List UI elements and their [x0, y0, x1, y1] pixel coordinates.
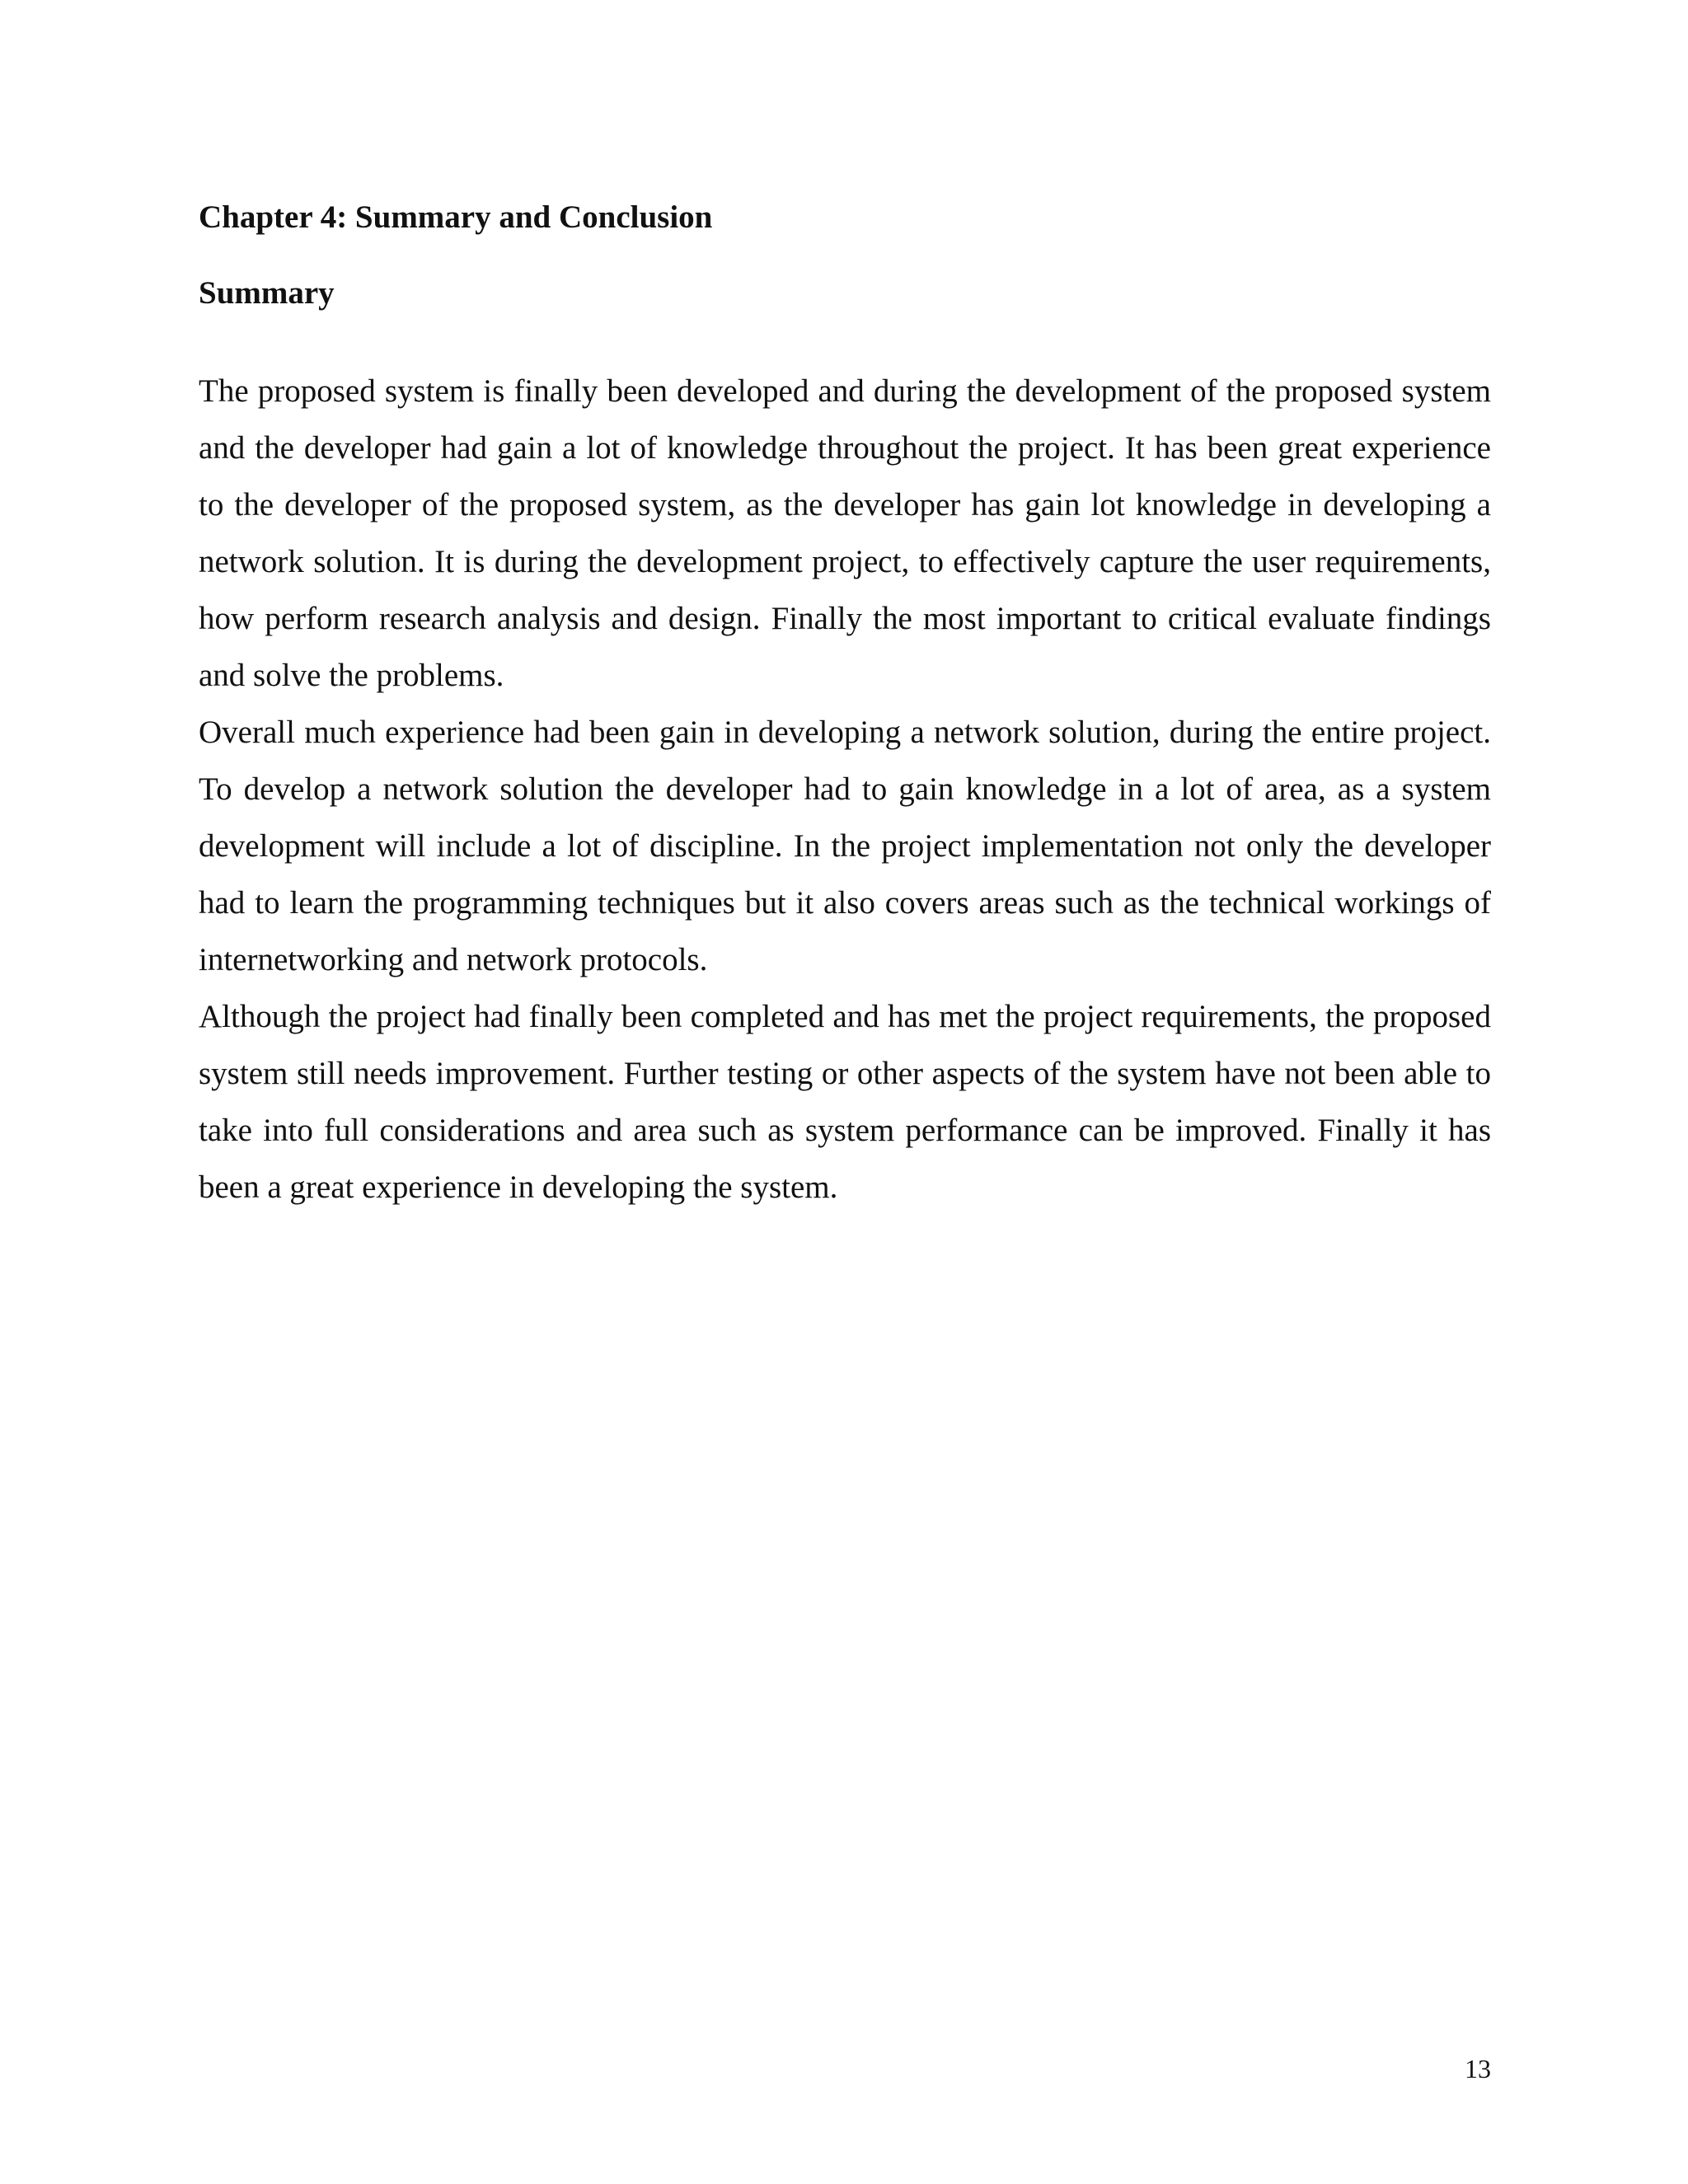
page-number: 13 [1465, 2054, 1491, 2083]
paragraph: Although the project had finally been completed and has met the project requirements, the proposed system still needs improvement. Further testing or other aspects of the system have not been able to take into full considerations and area such as system performance can be improved. Finally it has been a great experience in developing the system. [199, 999, 1491, 1205]
summary-body [199, 363, 1491, 1216]
page-content [199, 194, 1491, 1216]
section-title: Summary [199, 275, 335, 311]
paragraph: The proposed system is finally been developed and during the development of the proposed system and the developer had gain a lot of knowledge throughout the project. It has been great experience to the developer of the proposed system, as the developer has gain lot knowledge in developing a network solution. It is during the development project, to effectively capture the user requirements, how perform research analysis and design. Finally the most important to critical evaluate findings and solve the problems. [199, 373, 1491, 693]
chapter-title: Chapter 4: Summary and Conclusion [199, 199, 713, 235]
paragraph: Overall much experience had been gain in developing a network solution, during the entire project. To develop a network solution the developer had to gain knowledge in a lot of area, as a system development will include a lot of discipline. In the project implementation not only the developer had to learn the programming techniques but it also covers areas such as the technical workings of internetworking and network protocols. [199, 715, 1491, 977]
